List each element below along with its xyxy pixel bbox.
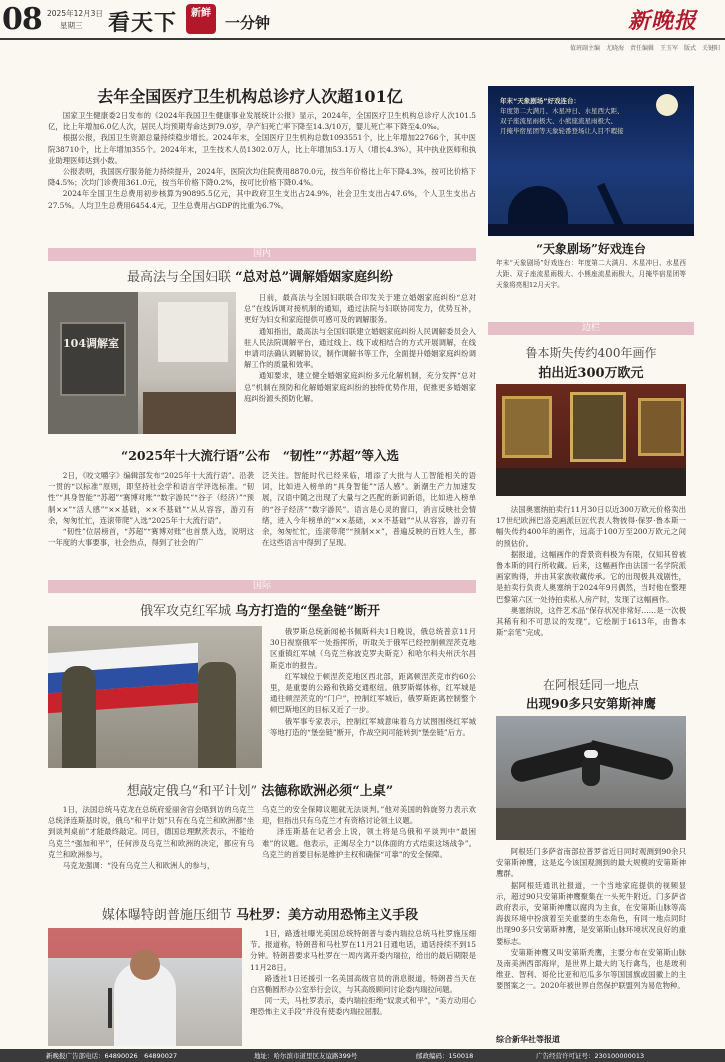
lead-headline: 去年全国医疗卫生机构总诊疗人次超101亿 (97, 87, 403, 106)
speaker-head (130, 950, 160, 980)
sidebar-story2-paragraph: 据阿根廷通讯社报道，一个当地家庭提供的视频显示，超过90只安第斯神鹰聚集在一头死牛附近。门多萨省政府表示，安第斯神鹰以腐肉为主食，在安第斯山脉等高海拔环境中扮演着至关重要的生态角色，有同一地点同时出现90多只安第斯神鹰，是安第斯山脉环境状况良好的重要标志。 (496, 880, 686, 946)
column-subtitle: 一分钟 (225, 14, 271, 32)
room-door-sign (60, 322, 126, 396)
sky-image-line: 年度第二大满月、木星冲日、水星西大距、 (500, 107, 624, 115)
intl-story3-paragraph: 1日，路透社曝光美国总统特朗普与委内瑞拉总统马杜罗施压细节。报道称，特朗普和马杜罗在11月21日通电话，通话持续不到15分钟。特朗普要求马杜罗在一周内离开委内瑞拉，给出的最后期限是11月28日。 (250, 929, 476, 972)
intl-story2-paragraph: 1日，法国总统马克龙在总统府爱丽舍宫会晤到访的乌克兰总统泽连斯基时说，俄乌“和平计划”只有在乌克兰和欧洲都“坐到谈判桌前”才能最终敲定。同日，德国总理默茨表示，不能给乌克兰“强加和平”，任何涉及乌克兰和欧洲的决定，都应有乌克兰和欧洲参与。 (48, 805, 254, 859)
sky-theater-image-text (500, 96, 660, 136)
intl-story1-title: 乌方打造的“堡垒链”断开 (235, 604, 381, 619)
intl-story3-body (250, 928, 476, 1018)
domestic-story2-paragraph: 泛关注。智能时代已经来临，增添了大批与人工智能相关的语词，比如进入榜单的“具身智能”“活人感”。新潮生产力加速发展，汉语中随之出现了大量与之匹配的新词新语，比如进入榜单的“谷子经济”“数字游民”。语言是心灵的窗口，消言反映社会情绪，进入今年榜单的“××基础，××不基础”“从从容容，游刃有余，匆匆忙忙，连滚带爬”“预制××”，普遍反映的百姓人生，都在这些语言中得到了呈现。 (262, 471, 476, 548)
intl-story3-headline (40, 904, 480, 923)
domestic-story1-title: “总对总”调解婚姻家庭纠纷 (235, 270, 394, 285)
sidebar-story1-paragraph: 据报道，这幅画作的背景资料极为有限，仅知其曾被鲁本斯的同行所收藏。后来，这幅画作由法国一名学院派画家购得，并由其家族收藏传承。它的出现极具戏剧性，是拍卖行负责人奥塞纳于2024年9月偶然，当时他在整理巴黎第六区一处待拍卖私人房产时，发现了这幅画作。 (496, 549, 686, 604)
intl-story2-paragraph: 泽连斯基在记者会上说，领土将是乌俄和平谈判中“最困难”的议题。他表示，正竭尽全力“以体面的方式结束这场战争”。乌克兰的首要目标是维护主权和确保“可靠”的安全保障。 (262, 827, 476, 859)
sidebar-story1-body (496, 504, 686, 638)
section-label-sidebar: 边栏 (488, 322, 694, 335)
sky-image-line: 月掩毕宿星团等天象轮番登场让人目不暇接 (500, 127, 624, 135)
intl-story1-body (270, 626, 476, 738)
footer-address: 地址：哈尔滨市道里区友谊路399号 (254, 1052, 358, 1060)
intl-story1-kicker: 俄军攻克红军城 (139, 604, 231, 619)
rubens-auction-photo (496, 384, 686, 496)
domestic-story1-paragraph: 通知指出，最高法与全国妇联建立婚姻家庭纠纷人民调解委员会入驻人民法院调解平台，通过线上、线下或相结合的方式开展调解，在线申请司法确认调解协议，制作调解书等工作，全面提升婚姻家庭纠纷调解工作的质量和效率。 (244, 326, 476, 370)
sidebar-story2-headline: 出现90多只安第斯神鹰 (526, 696, 656, 711)
mountain-ground (496, 808, 686, 840)
intl-story2-paragraph: 乌克兰的安全保障议题就无法谈判。”他对美国的斡旋努力表示欢迎，但指出只有乌克兰才有资格讨论领土议题。 (262, 805, 476, 826)
domestic-story2-paragraph: 2日，《咬文嚼字》编辑部发布“2025年十大流行语”。沿袭一贯的“以标准”原则，即坚持社会学和语言学评选标准。“韧性”“具身智能”“苏超”“赛博对账”“数字游民”“谷子（经济）”“预制××”“活人感”“××基础，××不基础”“从从容容，游刃有余，匆匆忙忙，连滚带爬”入选“2025年十大流行语”。 (48, 471, 254, 525)
brand-stamp-text: 新鲜 (191, 8, 211, 19)
page-number: 08 (2, 2, 42, 37)
news-credit: 综合新华社等报道 (496, 1034, 560, 1044)
page-footer (0, 1049, 725, 1062)
staff-line: 值班副主编 尤晓海 责任编辑 王玉军 版式 关键阳 (569, 45, 720, 52)
intl-story2-paragraph: 马克龙强调：“没有乌克兰人和欧洲人的参与， (62, 861, 215, 871)
painting-right-frame (638, 398, 684, 456)
condor-body (582, 756, 600, 786)
window-light (158, 302, 228, 362)
domestic-story1-paragraph: 通知要求，建立健全婚姻家庭纠纷多元化解机制，充分发挥“总对总”机制在预防和化解婚姻家庭纠纷的独特优势作用，促推更多婚姻家庭纠纷源头预防化解。 (244, 371, 476, 403)
domestic-story2-col1 (48, 470, 254, 548)
condor-photo (496, 716, 686, 840)
domestic-story2-headline: “2025年十大流行语”公布 “韧性”“苏超”等入选 (121, 448, 399, 463)
issue-date: 2025年12月3日 (47, 9, 103, 18)
domestic-story2-paragraph: “韧性”位居榜首，“苏超”“赛博对账”也首票入选，说明这一年度的大事要事，社会热点，得到了社会的广 (48, 527, 254, 548)
section-label-international: 国际 (48, 580, 476, 593)
intl-story2-headline (40, 780, 480, 799)
sidebar-story2-paragraph: 安第斯神鹰又叫安第斯秃鹰，主要分布在安第斯山脉及南美洲西部海岸，是世界上最大的飞行禽鸟，也是玻利维亚、智利、哥伦比亚和厄瓜多尔等国国旗或国徽上的主要图案之一。2020年被世界自然保护联盟列为易危物种。 (496, 947, 686, 991)
issue-weekday: 星期三 (60, 21, 83, 30)
soldiers-flag-photo (48, 626, 262, 768)
intl-story2-col1 (48, 804, 254, 871)
domestic-story1-body (244, 292, 476, 404)
footer-license: 广告经营许可证号：230100000013 (536, 1052, 645, 1060)
sky-theater-image (488, 86, 694, 236)
painting-left-frame (502, 396, 552, 458)
sky-theater-caption: 年末“天象剧场”好戏连台：年度第二大满月、木星冲日、水星西大距、双子座流星雨极大、小熊座流星雨极大，月掩毕宿星团等天象将亮相12月天宇。 (496, 259, 686, 289)
intl-story3-paragraph: 路透社1日还援引一名美国高级官员的消息报道，特朗普当天在白宫椭圆形办公室举行会议，与其高级顾问讨论委内瑞拉问题。 (250, 973, 476, 995)
sidebar-story2-kicker: 在阿根廷同一地点 (542, 678, 639, 692)
ground (488, 224, 694, 236)
sidebar-story2-body (496, 846, 686, 992)
audience-row (496, 468, 686, 496)
lead-paragraph: 国家卫生健康委2日发布的《2024年我国卫生健康事业发展统计公报》显示，2024年，全国医疗卫生机构总诊疗人次101.5亿，比上年增加6.0亿人次，居民人均预期寿命达到79.0岁，孕产妇死亡率下降至14.3/10万，婴儿死亡率下降至4.0‰。 (48, 111, 476, 132)
page-header (0, 0, 725, 52)
header-rule (0, 38, 725, 40)
intl-story3-kicker: 媒体曝特朗普施压细节 (101, 908, 232, 923)
intl-story3-title: 马杜罗：美方动用恐怖主义手段 (236, 908, 419, 923)
room-sign-text: 104调解室 (63, 337, 119, 350)
intl-story1-paragraph: 红军城位于顿涅茨克地区西北部，距离顿涅茨克市约60公里，是重要的公路和铁路交通枢纽。俄罗斯媒体称，红军城是通往顿涅茨克的“门户”，控制红军城后，俄罗斯距离控制整个顿巴斯地区的目标又近了一步。 (270, 671, 476, 715)
domestic-story1-kicker: 最高法与全国妇联 (126, 270, 231, 285)
domestic-story1-paragraph: 日前，最高法与全国妇联联合印发关于建立婚姻家庭纠纷“总对总”在线诉调对接机制的通知，通过法院与妇联协同发力，优势互补，更好为妇女和家庭提供可感可及的调解服务。 (244, 293, 476, 325)
lead-paragraph: 2024年全国卫生总费用初步核算为90895.5亿元，其中政府卫生支出占24.9%，社会卫生支出占47.6%，个人卫生支出占27.5%。人均卫生总费用6454.4元，卫生总费用占GDP的比重为6.7%。 (48, 189, 476, 210)
intl-story2-kicker: 想敲定俄乌“和平计划” (126, 784, 258, 799)
lead-paragraph: 根据公报，我国卫生资源总量持续稳步增长。2024年末，全国医疗卫生机构总数1093551个，比上年增加22766个，其中医院38710个，比上年增加355个。2024年末，卫生技术人员1302.0万人，比上年增加53.1万人（增长4.3%），其中执业医师和执业助理医师达到小数。 (48, 133, 476, 165)
sky-theater-headline: “天象剧场”好戏连台 (536, 242, 646, 256)
column-title: 看天下 (108, 10, 178, 36)
brand-stamp (186, 4, 216, 34)
section-label-domestic: 国内 (48, 248, 476, 261)
intl-story2-col2 (262, 804, 476, 860)
soldier-left (62, 666, 96, 768)
soldier-right (198, 662, 236, 768)
footer-postcode: 邮政编码：150018 (416, 1052, 474, 1060)
sky-image-line: 年末“天象剧场”好戏连台： (500, 97, 581, 105)
footer-ad-phone: 新晚报广告部电话：64890026 64890027 (46, 1052, 178, 1060)
sidebar-story1-paragraph: 奥塞纳说，这件艺术品“保存状况非常好……是一次极其稀有和不可思议的发现”。它绘制于1613年，由鲁本斯“亲笔”完成。 (496, 605, 686, 638)
newspaper-logo: 新晚报 (628, 8, 698, 34)
domestic-story2-col2 (262, 470, 476, 548)
domestic-story1-headline (40, 266, 480, 285)
sidebar-story1-kicker: 鲁本斯失传约400年画作 (525, 346, 657, 360)
intl-story2-title: 法德称欧洲必须“上桌” (261, 784, 394, 799)
intl-story3-paragraph: 同一天，马杜罗表示，委内瑞拉拒绝“奴隶式和平”，“美方动用心理恐怖主义手段”并没有使委内瑞拉屈服。 (250, 996, 476, 1017)
sidebar-story1-paragraph: 法国奥塞纳拍卖行11月30日以近300万欧元价格卖出17世纪欧洲巴洛克画派巨匠代表人物彼得·保罗·鲁本斯一幅失传约400年的画作，远高于100万至200万欧元之间的预估价。 (496, 505, 686, 548)
intl-story1-paragraph: 俄军事专家表示，控制红军城意味着乌方试图围绕红军城等地打造的“堡垒链”断开，作战空间可能转到“堡垒链”后方。 (270, 716, 476, 737)
sidebar-story2-paragraph: 阿根廷门多萨省南部拉普罗省近日同时观测到90余只安第斯神鹰，这是迄今该国观测到的最大规模的安第斯神鹰群。 (496, 847, 686, 879)
intl-story1-headline (40, 600, 480, 619)
desk (143, 392, 236, 434)
mediation-room-photo (48, 292, 236, 434)
maduro-photo (48, 928, 242, 1046)
condor-collar (584, 750, 598, 758)
painting-center-frame (570, 392, 626, 462)
sidebar-story1-headline: 拍出近300万欧元 (538, 366, 644, 381)
lead-body (48, 110, 476, 211)
lead-paragraph: 公报表明，我国医疗服务能力持续提升，2024年，医院次均住院费用8870.0元，按当年价格比上年下降4.3%，按可比价格下降4.5%；次均门诊费用361.0元，按当年价格下降0.2%，按可比价格下降0.4%。 (48, 167, 476, 188)
sky-image-line: 双子座流星雨极大、小熊座流星雨极大、 (500, 117, 617, 125)
intl-story1-paragraph: 俄罗斯总统新闻秘书佩斯科夫1日晚说，俄总统普京11月30日视察俄军一处指挥所，听取关于俄军已经控制顿涅茨克地区重镇红军城（乌克兰称波克罗夫斯克）和哈尔科夫州沃尔昌斯克市的报告。 (270, 627, 476, 670)
microphone (108, 988, 112, 1028)
